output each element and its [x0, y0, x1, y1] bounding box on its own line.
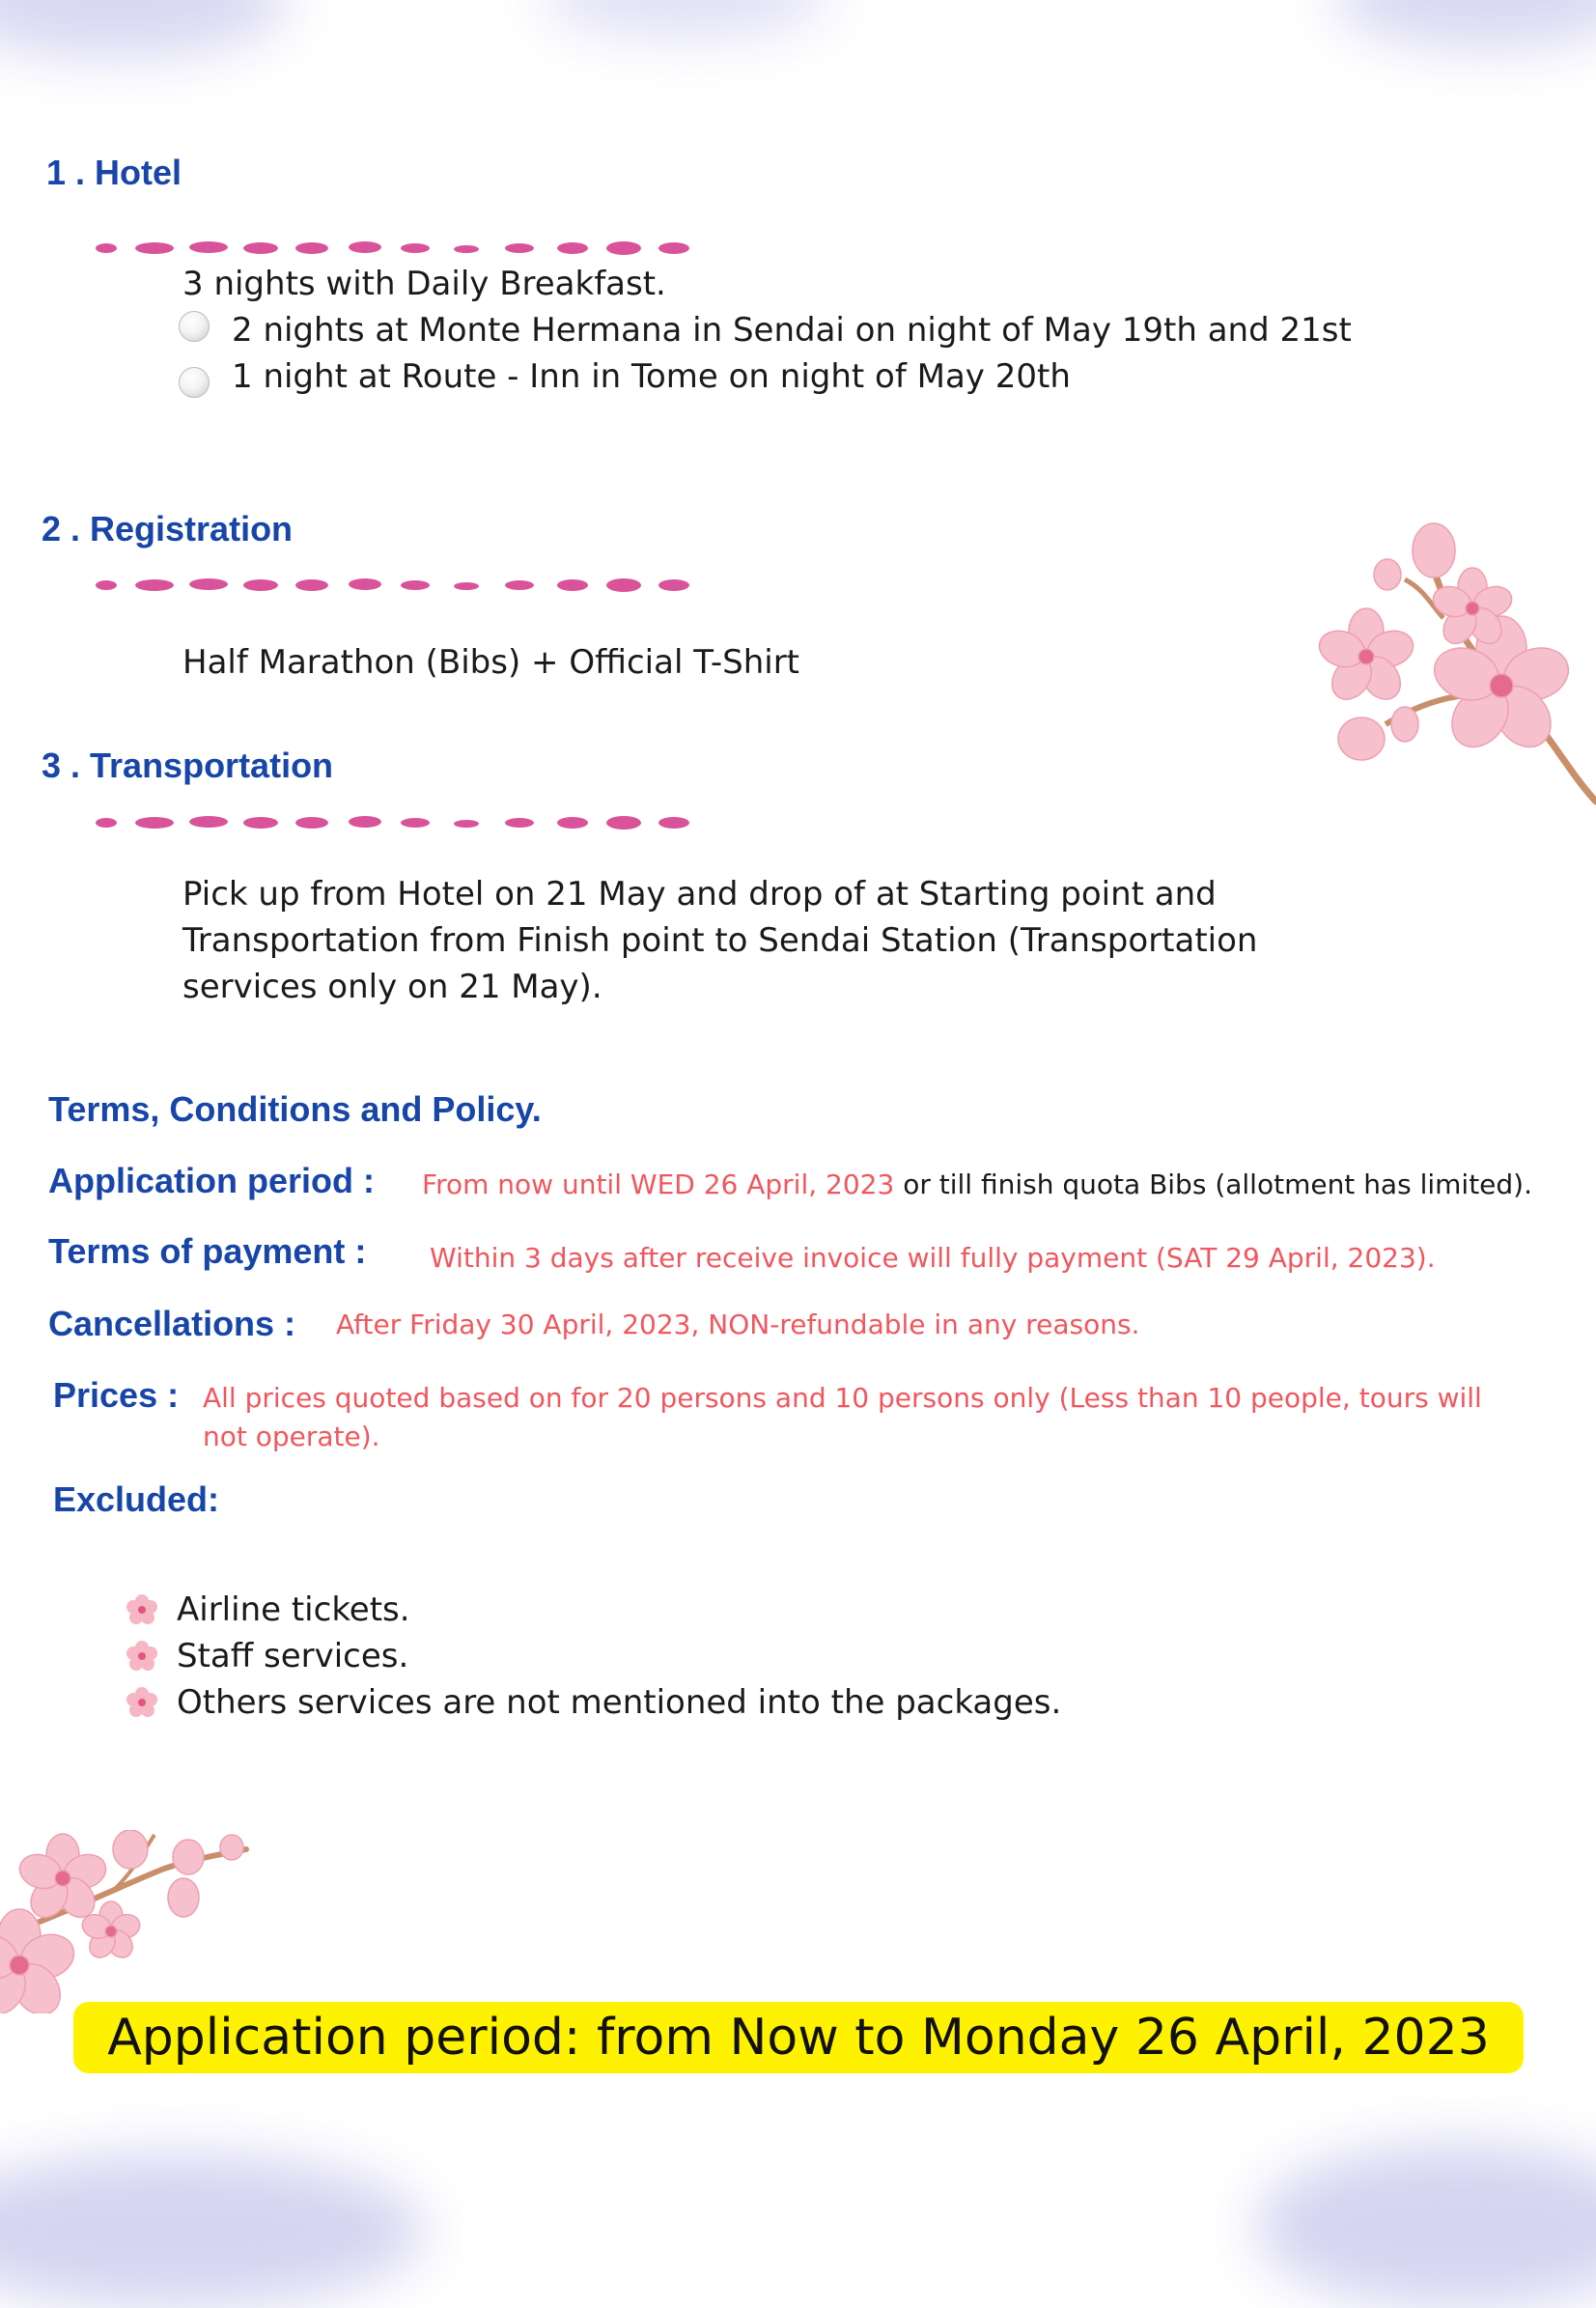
application-period-note: or till finish quota Bibs (allotment has limited). [903, 1168, 1532, 1200]
hotel-option-1: 2 nights at Monte Hermana in Sendai on night of May 19th and 21st [232, 311, 1352, 350]
dashed-divider [95, 577, 693, 594]
watercolor-top-left [0, 0, 290, 58]
radio-option-1[interactable] [179, 311, 210, 342]
application-period-value [422, 1166, 1532, 1204]
watercolor-top-right [1332, 0, 1596, 48]
blossom-bullet-icon [126, 1686, 158, 1719]
dashed-divider [95, 239, 693, 257]
prices-line-2: not operate). [203, 1421, 380, 1452]
terms-title: Terms, Conditions and Policy. [48, 1089, 542, 1129]
section-title-hotel: 1 . Hotel [46, 153, 182, 192]
transportation-line-2: Transportation from Finish point to Sendai Station (Transportation [182, 921, 1258, 960]
cherry-blossom-branch-right [1308, 512, 1596, 811]
terms-of-payment-text: Within 3 days after receive invoice will fully payment (SAT 29 April, 2023). [430, 1242, 1436, 1274]
dashed-divider [95, 814, 693, 831]
registration-text: Half Marathon (Bibs) + Official T-Shirt [182, 643, 800, 682]
excluded-item-1: Airline tickets. [177, 1590, 410, 1629]
transportation-line-3: services only on 21 May). [182, 968, 602, 1006]
prices-line-1: All prices quoted based on for 20 persons and 10 persons only (Less than 10 people, tours will [203, 1382, 1482, 1414]
cherry-blossom-branch-left [0, 1830, 251, 2013]
radio-option-2[interactable] [179, 367, 210, 398]
excluded-item-3: Others services are not mentioned into the packages. [177, 1683, 1062, 1722]
cancellations-text: After Friday 30 April, 2023, NON-refundable in any reasons. [336, 1309, 1140, 1340]
terms-of-payment-label: Terms of payment : [48, 1231, 367, 1271]
application-period-dates: From now until WED 26 April, 2023 [422, 1168, 895, 1200]
watercolor-bottom-left [0, 2153, 425, 2308]
hotel-option-2: 1 night at Route - Inn in Tome on night of May 20th [232, 357, 1071, 396]
excluded-label: Excluded: [53, 1479, 220, 1519]
section-title-registration: 2 . Registration [42, 509, 294, 549]
prices-label: Prices : [53, 1375, 180, 1415]
watercolor-top-mid [541, 0, 830, 39]
section-title-transportation: 3 . Transportation [42, 746, 334, 785]
excluded-item-2: Staff services. [177, 1637, 409, 1675]
hotel-intro: 3 nights with Daily Breakfast. [182, 265, 666, 303]
blossom-bullet-icon [126, 1593, 158, 1626]
application-period-label: Application period : [48, 1161, 375, 1200]
transportation-line-1: Pick up from Hotel on 21 May and drop of at Starting point and [182, 875, 1217, 914]
application-period-banner: Application period: from Now to Monday 26 April, 2023 [73, 2002, 1524, 2073]
watercolor-bottom-right [1255, 2144, 1596, 2308]
cancellations-label: Cancellations : [48, 1304, 296, 1343]
blossom-bullet-icon [126, 1640, 158, 1673]
